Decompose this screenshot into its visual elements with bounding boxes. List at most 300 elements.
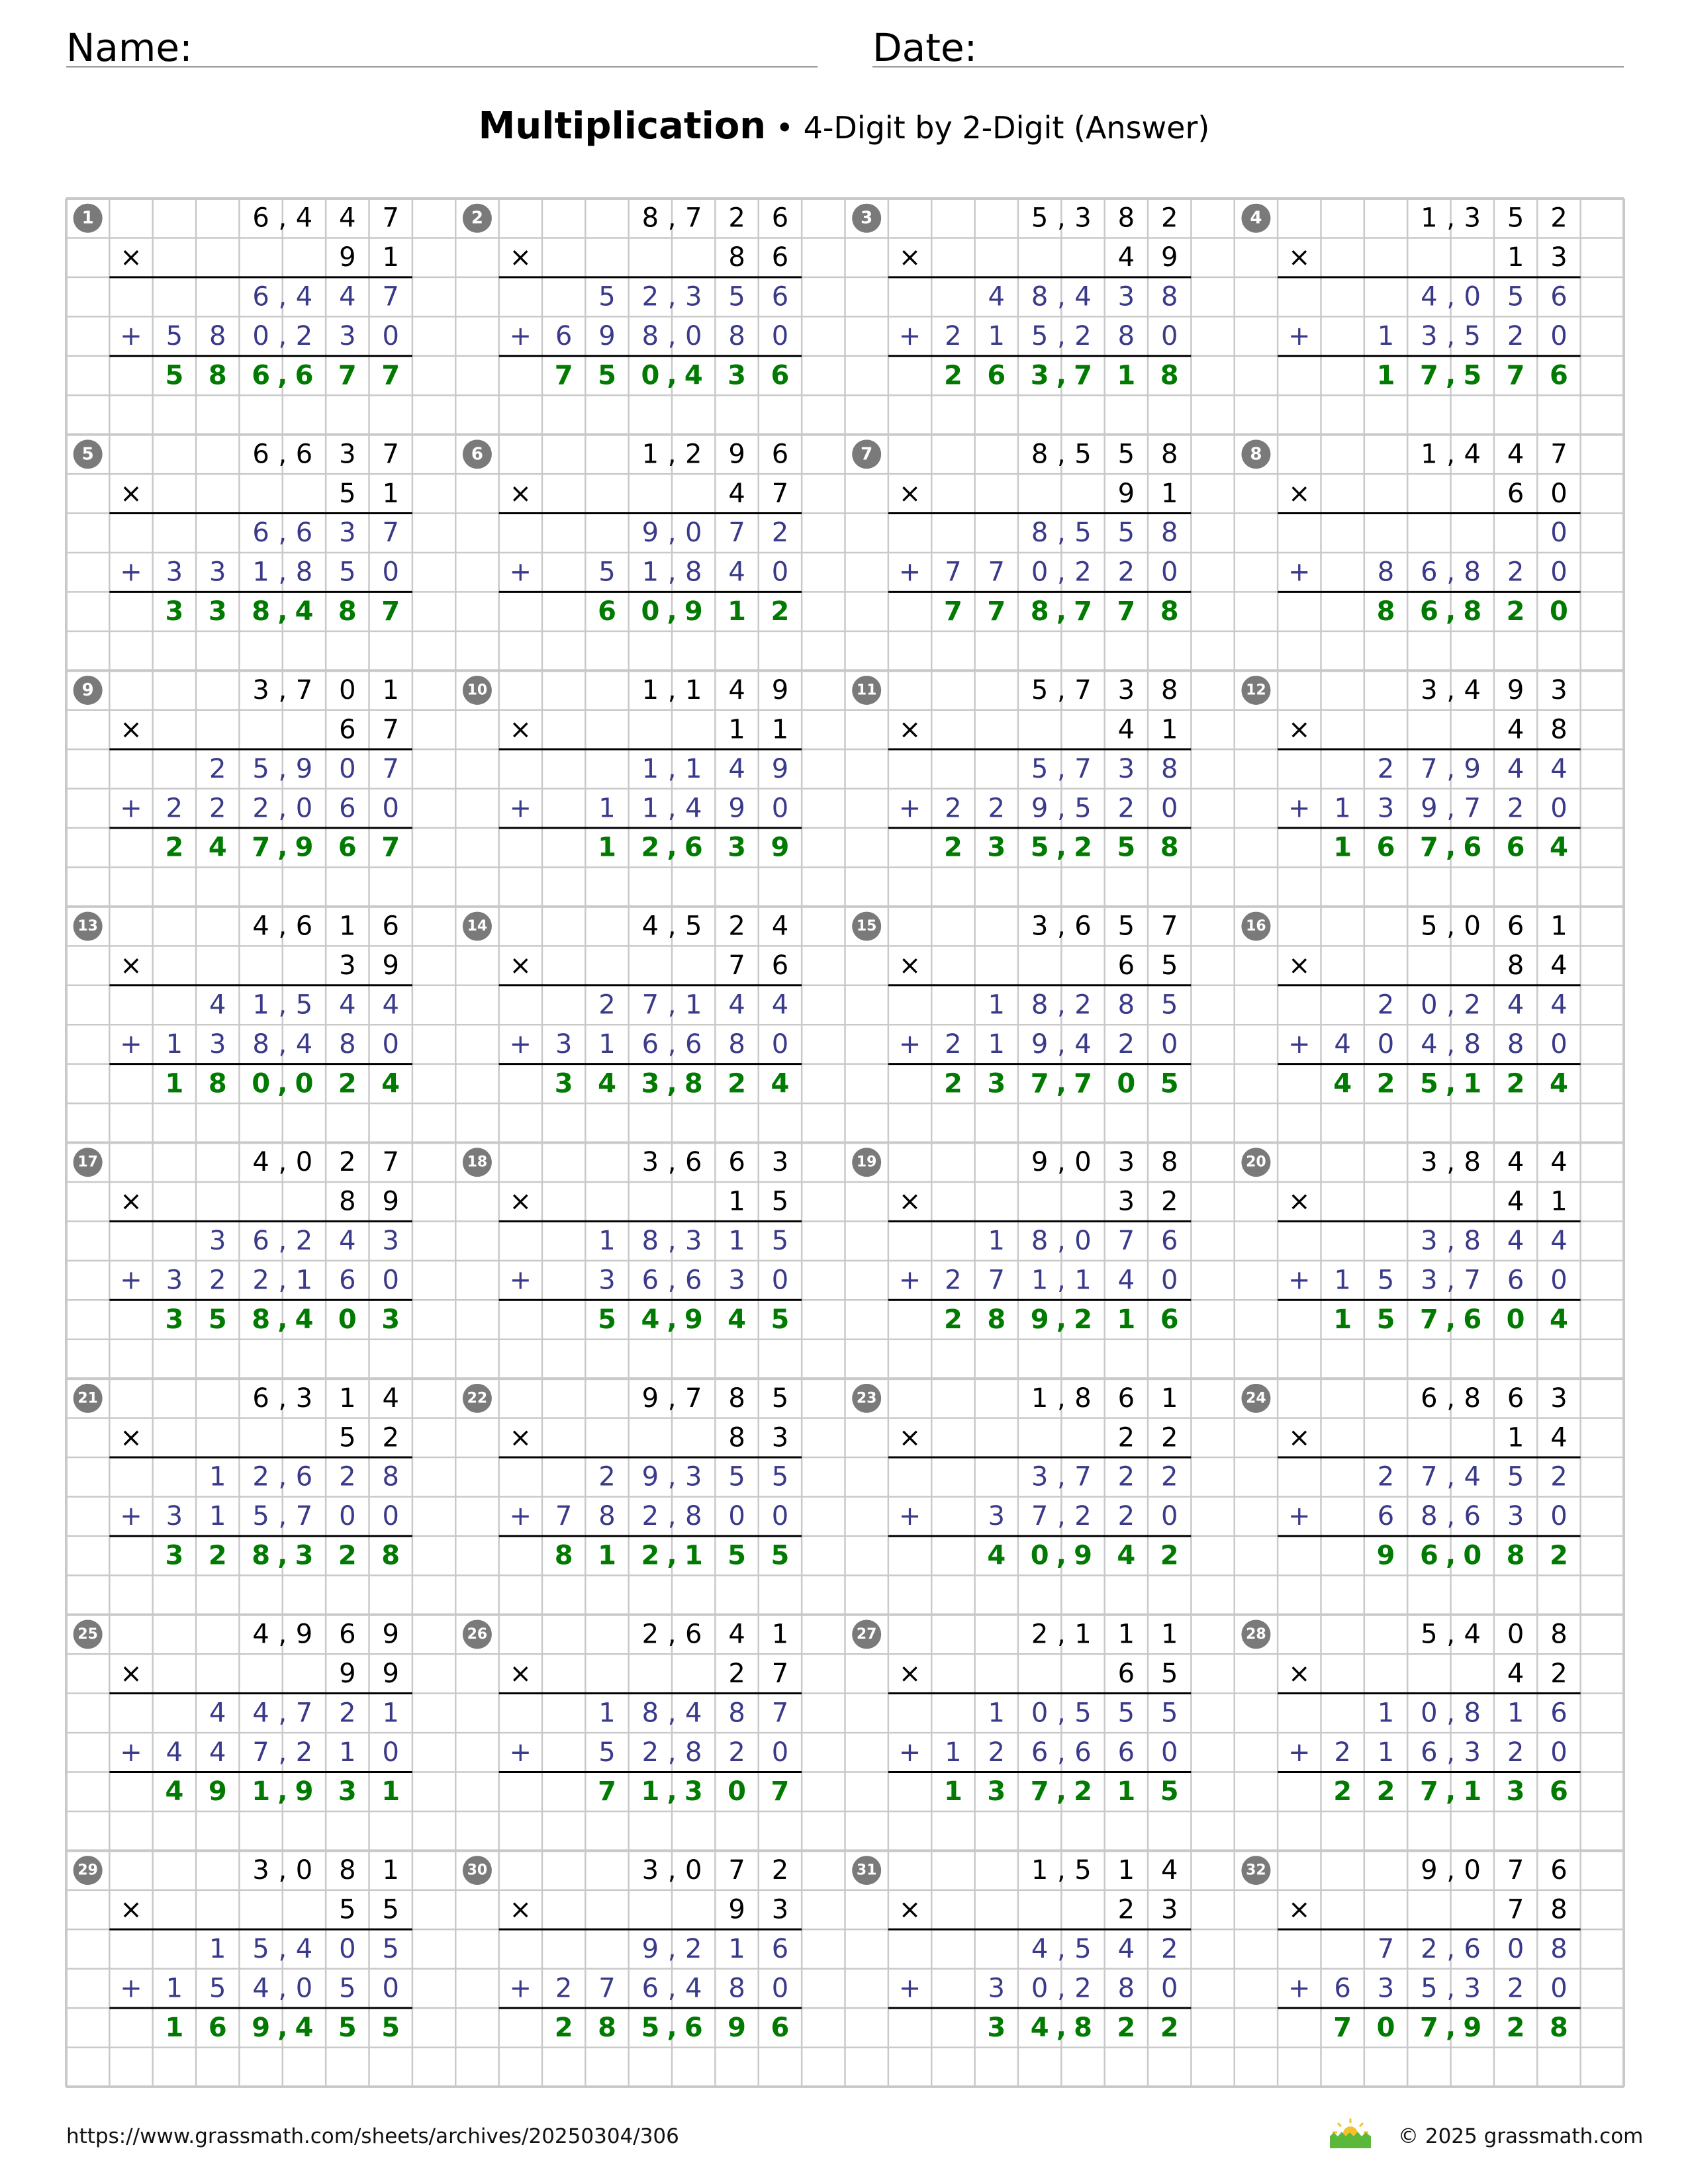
- partial-product-1-digit: 7: [382, 518, 399, 549]
- times-sign: ×: [898, 478, 921, 509]
- answer-digit: 0: [1550, 596, 1568, 627]
- partial-product-1-digit: 3: [382, 1226, 399, 1257]
- multiplicand-digit: 6: [1550, 1855, 1568, 1886]
- multiplicand-digit: 7: [1550, 439, 1568, 470]
- multiplicand-digit: 7: [728, 1855, 745, 1886]
- problem-number: 12: [1246, 682, 1266, 699]
- multiplier-digit: 4: [1550, 1422, 1568, 1453]
- multiplicand-comma: ,: [278, 1619, 287, 1650]
- multiplicand-digit: 8: [1464, 1147, 1481, 1178]
- answer-comma: ,: [667, 1540, 677, 1571]
- partial-product-1-digit: 6: [1550, 1698, 1568, 1729]
- answer-digit: 5: [771, 1540, 790, 1571]
- multiplicand-digit: 1: [685, 674, 702, 705]
- problem-number: 23: [856, 1390, 877, 1407]
- partial-product-1-digit: 5: [598, 281, 616, 312]
- partial-product-1-digit: 7: [728, 518, 745, 549]
- answer-digit: 6: [1376, 832, 1395, 863]
- problem-15: [852, 911, 1191, 1099]
- partial-product-1-digit: 4: [1507, 989, 1524, 1021]
- partial-product-1-digit: 2: [1550, 1461, 1568, 1492]
- partial-product-1-comma: ,: [1446, 1226, 1455, 1257]
- problem-28: [1241, 1619, 1580, 1807]
- partial-product-2-comma: ,: [1056, 1265, 1066, 1296]
- partial-product-1-digit: 8: [728, 1698, 745, 1729]
- partial-product-1-digit: 1: [209, 1933, 226, 1964]
- answer-comma: ,: [1445, 2012, 1456, 2043]
- partial-product-1-digit: 5: [1074, 1933, 1092, 1964]
- multiplicand-digit: 5: [1117, 911, 1135, 942]
- partial-product-1-digit: 7: [382, 281, 399, 312]
- partial-product-2-digit: 0: [1550, 321, 1568, 352]
- problem-1: [73, 203, 412, 391]
- partial-product-1-digit: 3: [685, 281, 702, 312]
- partial-product-2-digit: 0: [382, 1973, 399, 2004]
- multiplicand-digit: 1: [1117, 1619, 1135, 1650]
- partial-product-2-digit: 5: [339, 1973, 356, 2004]
- answer-comma: ,: [667, 832, 677, 863]
- answer-digit: 6: [1506, 832, 1525, 863]
- problem-8: [1241, 439, 1580, 627]
- partial-product-1-digit: 6: [295, 1461, 313, 1492]
- answer-digit: 7: [943, 596, 962, 627]
- answer-digit: 8: [338, 596, 357, 627]
- plus-sign: +: [509, 1028, 532, 1060]
- multiplier-digit: 1: [1160, 478, 1178, 509]
- partial-product-2-digit: 7: [295, 1501, 313, 1532]
- footer-url[interactable]: https://www.grassmath.com/sheets/archives/20250304/306: [66, 2124, 679, 2148]
- partial-product-1-digit: 7: [1074, 753, 1092, 784]
- multiplicand-digit: 2: [728, 203, 745, 234]
- partial-product-1-digit: 1: [1507, 1698, 1524, 1729]
- partial-product-2-digit: 6: [1117, 1737, 1135, 1768]
- partial-product-2-digit: 1: [598, 793, 616, 824]
- partial-product-1-digit: 7: [641, 989, 659, 1021]
- problem-9: [73, 675, 412, 863]
- plus-sign: +: [120, 793, 142, 824]
- problem-number: 24: [1246, 1390, 1266, 1407]
- partial-product-1-digit: 2: [1117, 1461, 1135, 1492]
- partial-product-1-digit: 5: [1117, 1698, 1135, 1729]
- multiplier-digit: 9: [1117, 478, 1135, 509]
- answer-digit: 9: [1463, 2012, 1482, 2043]
- partial-product-2-digit: 0: [1550, 1265, 1568, 1296]
- answer-digit: 8: [684, 1068, 703, 1099]
- multiplicand-digit: 6: [252, 203, 269, 234]
- partial-product-2-digit: 5: [598, 557, 616, 588]
- answer-comma: ,: [1445, 1540, 1456, 1571]
- partial-product-1-digit: 2: [209, 753, 226, 784]
- answer-comma: ,: [1445, 832, 1456, 863]
- partial-product-2-comma: ,: [667, 1973, 677, 2004]
- multiplicand-digit: 4: [1464, 1619, 1481, 1650]
- multiplicand-comma: ,: [667, 1619, 677, 1650]
- answer-digit: 4: [1117, 1540, 1136, 1571]
- partial-product-2-digit: 8: [1464, 557, 1481, 588]
- answer-comma: ,: [1056, 1304, 1066, 1335]
- partial-product-1-digit: 2: [1074, 989, 1092, 1021]
- partial-product-1-comma: ,: [667, 1933, 677, 1964]
- partial-product-2-digit: 7: [1464, 1265, 1481, 1296]
- partial-product-1-digit: 4: [252, 1698, 269, 1729]
- partial-product-2-digit: 0: [382, 793, 399, 824]
- partial-product-2-digit: 7: [1031, 1501, 1049, 1532]
- multiplicand-digit: 3: [1117, 1147, 1135, 1178]
- problem-number: 4: [1250, 208, 1262, 228]
- partial-product-1-digit: 1: [252, 989, 269, 1021]
- answer-digit: 7: [771, 1776, 790, 1807]
- partial-product-2-digit: 2: [641, 1501, 659, 1532]
- partial-product-2-digit: 5: [339, 557, 356, 588]
- multiplicand-digit: 5: [1031, 674, 1049, 705]
- partial-product-1-digit: 5: [382, 1933, 399, 1964]
- problem-17: [73, 1147, 412, 1335]
- answer-digit: 5: [598, 1304, 616, 1335]
- multiplicand-digit: 1: [1031, 1855, 1049, 1886]
- multiplicand-comma: ,: [667, 203, 677, 234]
- partial-product-2-digit: 0: [382, 1501, 399, 1532]
- answer-digit: 7: [1074, 596, 1092, 627]
- partial-product-1-digit: 1: [685, 753, 702, 784]
- partial-product-2-digit: 8: [728, 321, 745, 352]
- multiplicand-digit: 3: [1421, 674, 1438, 705]
- partial-product-1-digit: 1: [728, 1226, 745, 1257]
- multiplier-digit: 3: [1160, 1894, 1178, 1925]
- partial-product-2-digit: 6: [555, 321, 573, 352]
- multiplicand-digit: 1: [382, 674, 399, 705]
- partial-product-2-digit: 8: [728, 1028, 745, 1060]
- multiplier-digit: 4: [1550, 950, 1568, 981]
- plus-sign: +: [509, 1973, 532, 2004]
- partial-product-2-digit: 3: [209, 1028, 226, 1060]
- answer-comma: ,: [667, 1304, 677, 1335]
- problem-number: 22: [467, 1390, 488, 1407]
- answer-digit: 2: [1074, 1776, 1092, 1807]
- problem-number: 32: [1246, 1862, 1266, 1879]
- answer-digit: 8: [1074, 2012, 1092, 2043]
- partial-product-2-digit: 7: [252, 1737, 269, 1768]
- multiplicand-digit: 3: [1074, 203, 1092, 234]
- answer-digit: 3: [338, 1776, 357, 1807]
- partial-product-2-comma: ,: [667, 557, 677, 588]
- multiplicand-digit: 3: [1117, 674, 1135, 705]
- partial-product-2-digit: 6: [339, 1265, 356, 1296]
- partial-product-2-digit: 9: [728, 793, 745, 824]
- partial-product-1-digit: 4: [1507, 1226, 1524, 1257]
- answer-comma: ,: [277, 1068, 288, 1099]
- multiplier-digit: 7: [728, 950, 745, 981]
- answer-digit: 0: [1506, 1304, 1525, 1335]
- partial-product-1-digit: 4: [1421, 281, 1438, 312]
- problem-20: [1241, 1147, 1580, 1335]
- partial-product-1-comma: ,: [278, 1698, 287, 1729]
- partial-product-2-comma: ,: [1056, 321, 1066, 352]
- partial-product-2-digit: 8: [1421, 1501, 1438, 1532]
- multiplicand-digit: 8: [1031, 439, 1049, 470]
- multiplicand-digit: 6: [295, 911, 313, 942]
- partial-product-1-digit: 6: [1464, 1933, 1481, 1964]
- partial-product-2-digit: 0: [382, 1265, 399, 1296]
- times-sign: ×: [898, 1658, 921, 1689]
- multiplicand-digit: 4: [295, 203, 313, 234]
- partial-product-1-digit: 4: [728, 753, 745, 784]
- partial-product-2-digit: 1: [641, 793, 659, 824]
- times-sign: ×: [120, 1658, 142, 1689]
- partial-product-1-comma: ,: [667, 281, 677, 312]
- partial-product-2-digit: 5: [1074, 793, 1092, 824]
- partial-product-2-comma: ,: [278, 1737, 287, 1768]
- partial-product-2-digit: 2: [1507, 793, 1524, 824]
- answer-digit: 8: [1160, 596, 1179, 627]
- answer-comma: ,: [667, 596, 677, 627]
- partial-product-1-digit: 8: [641, 1226, 659, 1257]
- partial-product-1-comma: ,: [1056, 1698, 1066, 1729]
- multiplier-digit: 2: [382, 1422, 399, 1453]
- multiplier-digit: 4: [1507, 714, 1524, 745]
- multiplier-digit: 5: [339, 1422, 356, 1453]
- answer-digit: 2: [943, 360, 962, 391]
- multiplicand-digit: 6: [771, 203, 789, 234]
- plus-sign: +: [1288, 1501, 1311, 1532]
- partial-product-1-comma: ,: [1446, 1461, 1455, 1492]
- partial-product-1-digit: 4: [1550, 753, 1568, 784]
- partial-product-1-comma: ,: [1056, 989, 1066, 1021]
- answer-digit: 7: [338, 360, 357, 391]
- partial-product-1-digit: 2: [598, 1461, 616, 1492]
- multiplier-digit: 6: [1117, 950, 1135, 981]
- multiplicand-digit: 5: [1421, 911, 1438, 942]
- times-sign: ×: [509, 1422, 532, 1453]
- answer-comma: ,: [277, 832, 288, 863]
- multiplicand-comma: ,: [1056, 439, 1066, 470]
- partial-product-1-digit: 0: [1074, 1226, 1092, 1257]
- multiplicand-comma: ,: [1446, 674, 1455, 705]
- partial-product-2-digit: 3: [1377, 793, 1395, 824]
- multiplicand-digit: 4: [771, 911, 789, 942]
- partial-product-1-comma: ,: [278, 753, 287, 784]
- multiplicand-digit: 9: [1421, 1855, 1438, 1886]
- multiplier-digit: 2: [1117, 1422, 1135, 1453]
- problem-number: 1: [81, 208, 94, 228]
- answer-digit: 2: [1074, 832, 1092, 863]
- answer-digit: 3: [684, 1776, 703, 1807]
- multiplicand-digit: 1: [641, 674, 659, 705]
- partial-product-1-digit: 4: [771, 989, 789, 1021]
- answer-comma: ,: [1056, 832, 1066, 863]
- partial-product-2-comma: ,: [667, 1265, 677, 1296]
- answer-digit: 6: [987, 360, 1006, 391]
- multiplier-digit: 8: [728, 1422, 745, 1453]
- multiplicand-digit: 7: [1507, 1855, 1524, 1886]
- answer-digit: 8: [598, 2012, 616, 2043]
- multiplicand-digit: 4: [252, 911, 269, 942]
- partial-product-2-comma: ,: [1056, 1028, 1066, 1060]
- multiplicand-comma: ,: [1056, 1619, 1066, 1650]
- partial-product-1-digit: 2: [771, 518, 789, 549]
- answer-digit: 9: [1376, 1540, 1395, 1571]
- partial-product-2-digit: 0: [771, 557, 789, 588]
- answer-digit: 7: [1030, 1776, 1049, 1807]
- multiplicand-digit: 0: [1074, 1147, 1092, 1178]
- answer-digit: 9: [727, 2012, 747, 2043]
- partial-product-1-comma: ,: [1446, 989, 1455, 1021]
- partial-product-2-comma: ,: [278, 321, 287, 352]
- partial-product-1-comma: ,: [1446, 1698, 1455, 1729]
- multiplicand-comma: ,: [278, 1383, 287, 1414]
- partial-product-2-digit: 6: [1507, 1265, 1524, 1296]
- multiplicand-comma: ,: [1056, 203, 1066, 234]
- problem-number: 14: [467, 918, 488, 935]
- multiplicand-digit: 6: [339, 1619, 356, 1650]
- partial-product-1-comma: ,: [667, 1698, 677, 1729]
- answer-digit: 7: [1419, 832, 1438, 863]
- partial-product-2-digit: 0: [1160, 321, 1178, 352]
- plus-sign: +: [120, 321, 142, 352]
- answer-digit: 4: [295, 1304, 314, 1335]
- problem-22: [463, 1383, 802, 1571]
- partial-product-1-digit: 4: [295, 1933, 313, 1964]
- times-sign: ×: [1288, 950, 1311, 981]
- answer-digit: 3: [727, 360, 747, 391]
- partial-product-2-comma: ,: [1056, 793, 1066, 824]
- partial-product-1-digit: 0: [1550, 518, 1568, 549]
- answer-digit: 8: [381, 1540, 400, 1571]
- partial-product-2-digit: 6: [685, 1265, 702, 1296]
- answer-digit: 6: [338, 832, 357, 863]
- partial-product-1-comma: ,: [278, 281, 287, 312]
- partial-product-2-digit: 3: [165, 1265, 183, 1296]
- multiplier-digit: 7: [1507, 1894, 1524, 1925]
- partial-product-2-digit: 6: [1421, 557, 1438, 588]
- answer-digit: 2: [338, 1540, 357, 1571]
- times-sign: ×: [1288, 1894, 1311, 1925]
- multiplier-digit: 1: [1507, 1422, 1524, 1453]
- partial-product-1-digit: 3: [1031, 1461, 1049, 1492]
- partial-product-1-digit: 1: [988, 989, 1005, 1021]
- partial-product-1-digit: 1: [1377, 1698, 1395, 1729]
- answer-digit: 6: [208, 2012, 227, 2043]
- answer-digit: 8: [1160, 360, 1179, 391]
- partial-product-2-digit: 5: [598, 1737, 616, 1768]
- answer-digit: 3: [165, 1304, 184, 1335]
- multiplicand-digit: 5: [1507, 203, 1524, 234]
- answer-digit: 8: [252, 596, 271, 627]
- answer-comma: ,: [277, 1776, 288, 1807]
- multiplicand-comma: ,: [1446, 1147, 1455, 1178]
- multiplier-digit: 1: [728, 714, 745, 745]
- partial-product-2-digit: 2: [1507, 557, 1524, 588]
- multiplier-digit: 6: [771, 242, 789, 273]
- plus-sign: +: [509, 557, 532, 588]
- partial-product-1-comma: ,: [667, 1461, 677, 1492]
- partial-product-2-digit: 2: [295, 1737, 313, 1768]
- multiplicand-comma: ,: [278, 439, 287, 470]
- times-sign: ×: [120, 478, 142, 509]
- partial-product-1-digit: 0: [685, 518, 702, 549]
- partial-product-1-digit: 2: [1377, 1461, 1395, 1492]
- times-sign: ×: [509, 1658, 532, 1689]
- multiplicand-digit: 4: [339, 203, 356, 234]
- answer-comma: ,: [1445, 360, 1456, 391]
- partial-product-2-digit: 8: [1507, 1028, 1524, 1060]
- partial-product-2-digit: 9: [1031, 793, 1049, 824]
- partial-product-2-digit: 2: [945, 1028, 962, 1060]
- answer-digit: 3: [1506, 1776, 1525, 1807]
- problem-number: 8: [1250, 444, 1262, 465]
- multiplicand-digit: 3: [771, 1147, 789, 1178]
- answer-digit: 7: [381, 596, 400, 627]
- answer-digit: 1: [165, 2012, 184, 2043]
- partial-product-2-digit: 3: [555, 1028, 573, 1060]
- answer-digit: 0: [252, 1068, 271, 1099]
- multiplier-digit: 1: [382, 242, 399, 273]
- problem-number: 15: [856, 918, 877, 935]
- multiplicand-digit: 6: [1117, 1383, 1135, 1414]
- multiplicand-digit: 2: [728, 911, 745, 942]
- partial-product-1-comma: ,: [667, 1226, 677, 1257]
- multiplicand-comma: ,: [278, 1855, 287, 1886]
- partial-product-1-digit: 8: [1031, 281, 1049, 312]
- answer-digit: 2: [1376, 1068, 1395, 1099]
- multiplicand-digit: 4: [382, 1383, 399, 1414]
- partial-product-2-digit: 1: [295, 1265, 313, 1296]
- answer-digit: 1: [641, 1776, 660, 1807]
- partial-product-1-digit: 1: [728, 1933, 745, 1964]
- plus-sign: +: [1288, 1737, 1311, 1768]
- multiplicand-digit: 8: [1464, 1383, 1481, 1414]
- multiplicand-digit: 9: [295, 1619, 313, 1650]
- partial-product-1-digit: 7: [1117, 1226, 1135, 1257]
- partial-product-1-digit: 8: [382, 1461, 399, 1492]
- partial-product-2-digit: 0: [252, 321, 269, 352]
- partial-product-1-digit: 9: [295, 753, 313, 784]
- partial-product-1-digit: 6: [1160, 1226, 1178, 1257]
- partial-product-1-digit: 3: [1421, 1226, 1438, 1257]
- answer-digit: 2: [1117, 2012, 1136, 2043]
- answer-digit: 6: [295, 360, 314, 391]
- partial-product-2-digit: 8: [209, 321, 226, 352]
- answer-digit: 2: [1506, 2012, 1525, 2043]
- answer-digit: 7: [598, 1776, 616, 1807]
- problem-12: [1241, 675, 1580, 863]
- multiplicand-digit: 6: [1507, 1383, 1524, 1414]
- times-sign: ×: [509, 242, 532, 273]
- partial-product-2-digit: 1: [209, 1501, 226, 1532]
- partial-product-1-digit: 4: [339, 281, 356, 312]
- partial-product-2-digit: 2: [209, 1265, 226, 1296]
- partial-product-2-digit: 6: [641, 1028, 659, 1060]
- answer-digit: 8: [208, 1068, 227, 1099]
- sun-grass-icon: [1327, 2116, 1374, 2150]
- multiplicand-digit: 2: [339, 1147, 356, 1178]
- partial-product-1-digit: 2: [598, 989, 616, 1021]
- partial-product-2-digit: 3: [728, 1265, 745, 1296]
- partial-product-1-comma: ,: [1446, 1933, 1455, 1964]
- partial-product-2-digit: 0: [1031, 557, 1049, 588]
- partial-product-1-digit: 9: [641, 518, 659, 549]
- multiplicand-comma: ,: [667, 911, 677, 942]
- partial-product-1-digit: 0: [1421, 1698, 1438, 1729]
- times-sign: ×: [509, 714, 532, 745]
- partial-product-2-digit: 8: [685, 557, 702, 588]
- partial-product-2-comma: ,: [1446, 793, 1455, 824]
- multiplicand-comma: ,: [667, 1383, 677, 1414]
- multiplicand-digit: 1: [1550, 911, 1568, 942]
- answer-digit: 9: [684, 1304, 703, 1335]
- multiplicand-digit: 3: [252, 1855, 269, 1886]
- multiplicand-comma: ,: [1446, 203, 1455, 234]
- multiplier-digit: 4: [1117, 242, 1135, 273]
